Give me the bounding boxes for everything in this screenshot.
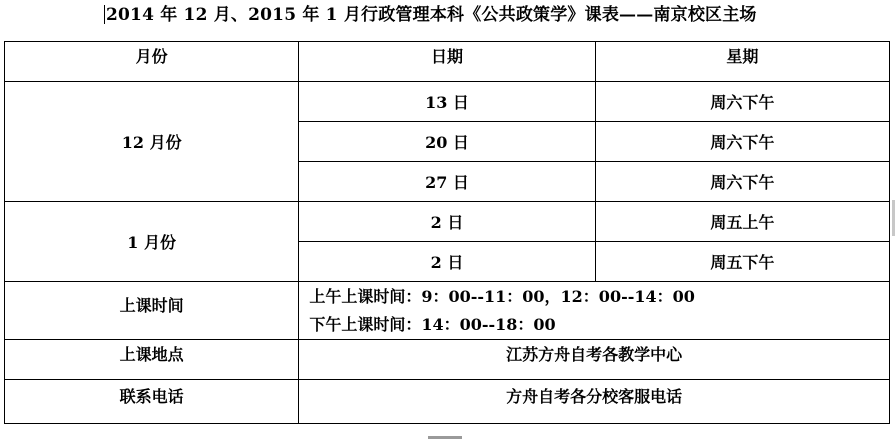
location-label: 上课地点 (5, 340, 299, 380)
table-header-row (5, 42, 890, 82)
month-cell-january: 1 月份 (5, 202, 299, 282)
afternoon-time: 下午上课时间：14：00--18：00 (309, 314, 556, 334)
contact-value: 方舟自考各分校客服电话 (299, 380, 890, 424)
morning-time: 上午上课时间：9：00--11：00，12：00--14：00 (309, 286, 695, 306)
location-value: 江苏方舟自考各教学中心 (299, 340, 890, 380)
date-cell: 2 日 (299, 242, 595, 282)
location-row (5, 340, 890, 380)
header-month: 月份 (5, 42, 299, 82)
class-time-row (5, 282, 890, 340)
date-cell: 2 日 (299, 202, 595, 242)
text-cursor (104, 5, 105, 24)
date-cell: 27 日 (299, 162, 595, 202)
contact-row (5, 380, 890, 424)
header-weekday: 星期 (595, 42, 889, 82)
contact-label: 联系电话 (5, 380, 299, 424)
page-title: 2014 年 12 月、2015 年 1 月行政管理本科《公共政策学》课表——南京校区主场 (106, 5, 757, 25)
table-row (5, 202, 890, 242)
date-cell: 13 日 (299, 82, 595, 122)
table-row (5, 82, 890, 122)
weekday-cell: 周六下午 (595, 162, 889, 202)
weekday-cell: 周五下午 (595, 242, 889, 282)
class-time-value (299, 282, 890, 340)
schedule-table (4, 41, 890, 424)
weekday-cell: 周六下午 (595, 122, 889, 162)
month-cell-december: 12 月份 (5, 82, 299, 202)
weekday-cell: 周六下午 (595, 82, 889, 122)
weekday-cell: 周五上午 (595, 202, 889, 242)
header-date: 日期 (299, 42, 595, 82)
date-cell: 20 日 (299, 122, 595, 162)
class-time-label: 上课时间 (5, 282, 299, 340)
